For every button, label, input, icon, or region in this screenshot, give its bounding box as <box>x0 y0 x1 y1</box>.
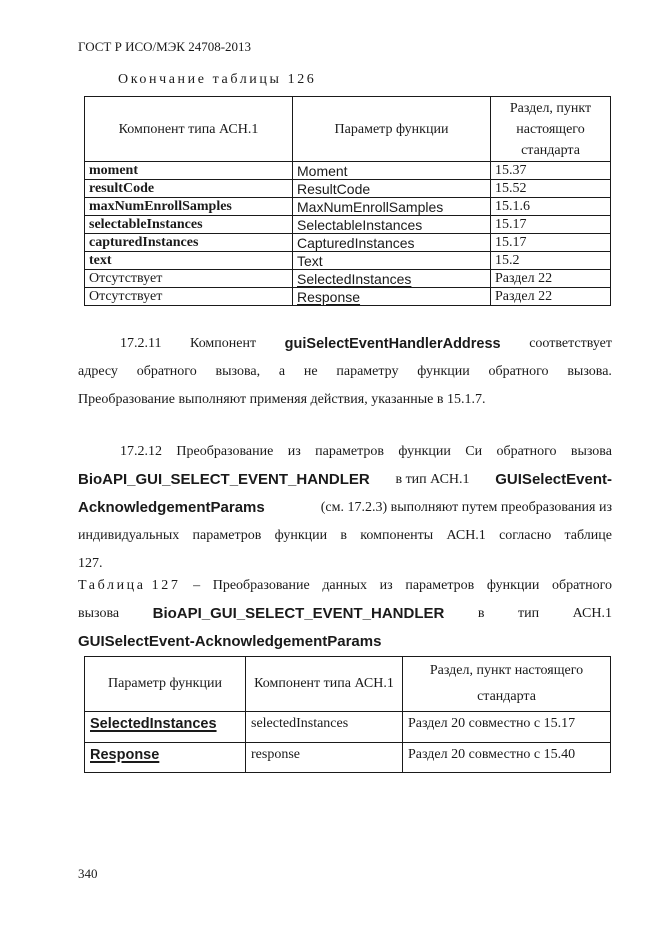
section-cell: Раздел 20 совместно с 15.17 <box>403 712 611 743</box>
word: вызова <box>570 444 612 459</box>
word: не <box>303 364 318 379</box>
component-cell: selectedInstances <box>246 712 403 743</box>
para2-line5: 127. <box>78 556 103 571</box>
param-text: SelectableInstances <box>297 216 423 233</box>
param-cell <box>293 270 491 288</box>
para2-code2: GUISelectEvent- <box>495 471 612 488</box>
para1-word: Компонент <box>190 336 257 351</box>
para2-line1 <box>78 438 612 466</box>
word: параметров <box>405 578 475 593</box>
para1-tail: соответствует <box>529 336 612 351</box>
word: функции <box>417 364 470 379</box>
word: функции <box>486 578 540 593</box>
section-cell: 15.17 <box>491 234 611 252</box>
word: 17.2.12 <box>120 444 162 459</box>
caption-type: тип <box>518 606 540 621</box>
word: параметров <box>192 528 262 543</box>
word: вызова, <box>215 364 261 379</box>
table-row <box>85 270 611 288</box>
table-127-label: Таблица 127 <box>78 578 181 593</box>
table-126-header-component: Компонент типа АСН.1 <box>85 97 293 162</box>
word: согласно <box>499 528 552 543</box>
param-cell <box>293 288 491 306</box>
param-text: Moment <box>297 162 348 179</box>
table-127 <box>84 656 611 773</box>
table-126-header-section: Раздел, пункт настоящего стандарта <box>491 97 611 162</box>
word: функции <box>398 444 451 459</box>
caption-code2: GUISelectEvent-AcknowledgementParams <box>78 633 382 650</box>
word: параметру <box>336 364 399 379</box>
para1-line2 <box>78 358 612 386</box>
word: Преобразование <box>212 578 310 593</box>
param-cell <box>293 180 491 198</box>
word: вызова. <box>567 364 612 379</box>
component-cell: selectableInstances <box>85 216 293 234</box>
section-cell: Раздел 22 <box>491 288 611 306</box>
param-cell <box>85 712 246 743</box>
param-cell <box>293 252 491 270</box>
document-header: ГОСТ Р ИСО/МЭК 24708-2013 <box>78 39 252 54</box>
word: данных <box>322 578 368 593</box>
word: в <box>340 528 348 543</box>
para2-line4 <box>78 522 612 550</box>
word: АСН.1 <box>446 528 486 543</box>
param-text: SelectedInstances <box>297 270 412 287</box>
word: – <box>193 578 201 593</box>
component-cell: Отсутствует <box>85 288 293 306</box>
para2-mid: в тип АСН.1 <box>395 472 470 487</box>
section-cell: 15.52 <box>491 180 611 198</box>
para2-code: BioAPI_GUI_SELECT_EVENT_HANDLER <box>78 471 370 488</box>
table-row <box>85 743 611 773</box>
para1-line3: Преобразование выполняют применяя действия, указанные в 15.1.7. <box>78 392 486 407</box>
word: а <box>278 364 286 379</box>
table-row <box>85 198 611 216</box>
section-cell: 15.17 <box>491 216 611 234</box>
caption-in: в <box>477 606 485 621</box>
param-cell <box>293 162 491 180</box>
table-127-header-param: Параметр функции <box>85 657 246 712</box>
component-cell: Отсутствует <box>85 270 293 288</box>
word: обратного <box>551 578 612 593</box>
section-cell: 15.2 <box>491 252 611 270</box>
component-cell: moment <box>85 162 293 180</box>
word: обратного <box>136 364 197 379</box>
param-text: SelectedInstances <box>90 716 217 732</box>
param-text: ResultCode <box>297 180 371 197</box>
param-text: MaxNumEnrollSamples <box>297 198 444 215</box>
table-126 <box>84 96 611 306</box>
table-127-header-section: Раздел, пункт настоящего стандарта <box>403 657 611 712</box>
caption-line1 <box>78 572 612 600</box>
param-text: Response <box>90 747 160 763</box>
table-127-caption <box>78 572 612 656</box>
section-cell: Раздел 20 совместно с 15.40 <box>403 743 611 773</box>
caption-word: вызова <box>78 606 120 621</box>
component-cell: text <box>85 252 293 270</box>
table-row <box>85 288 611 306</box>
para2-rest: (см. 17.2.3) выполняют путем преобразования из <box>320 500 612 515</box>
param-text: CapturedInstances <box>297 234 415 251</box>
table-row <box>85 252 611 270</box>
component-cell: capturedInstances <box>85 234 293 252</box>
para1-number: 17.2.11 <box>120 336 162 351</box>
page-number: 340 <box>78 866 98 881</box>
caption-code: BioAPI_GUI_SELECT_EVENT_HANDLER <box>152 605 445 622</box>
word: Си <box>465 444 483 459</box>
word: обратного <box>488 364 549 379</box>
param-cell <box>85 743 246 773</box>
word: параметров <box>315 444 385 459</box>
word: индивидуальных <box>78 528 180 543</box>
table-row <box>85 216 611 234</box>
word: из <box>379 578 393 593</box>
table-row <box>85 234 611 252</box>
word: адресу <box>78 364 118 379</box>
section-cell: Раздел 22 <box>491 270 611 288</box>
word: Преобразование <box>176 444 274 459</box>
component-cell: resultCode <box>85 180 293 198</box>
caption-asn: АСН.1 <box>572 606 612 621</box>
param-cell <box>293 234 491 252</box>
para1-code: guiSelectEventHandlerAddress <box>284 336 501 352</box>
section-cell: 15.37 <box>491 162 611 180</box>
component-cell: maxNumEnrollSamples <box>85 198 293 216</box>
table-row <box>85 180 611 198</box>
table-127-header-component: Компонент типа АСН.1 <box>246 657 403 712</box>
table-126-caption: Окончание таблицы 126 <box>118 72 317 87</box>
word: из <box>287 444 301 459</box>
word: функции <box>274 528 328 543</box>
table-row <box>85 712 611 743</box>
paragraph-17-2-11 <box>78 330 612 414</box>
param-text: Response <box>297 288 361 305</box>
component-cell: response <box>246 743 403 773</box>
word: таблице <box>564 528 612 543</box>
param-cell <box>293 216 491 234</box>
table-126-header-param: Параметр функции <box>293 97 491 162</box>
section-cell: 15.1.6 <box>491 198 611 216</box>
param-cell <box>293 198 491 216</box>
word: обратного <box>496 444 557 459</box>
param-text: Text <box>297 252 323 269</box>
para2-code3: AcknowledgementParams <box>78 499 265 516</box>
table-row <box>85 162 611 180</box>
word: компоненты <box>360 528 434 543</box>
paragraph-17-2-12 <box>78 438 612 578</box>
